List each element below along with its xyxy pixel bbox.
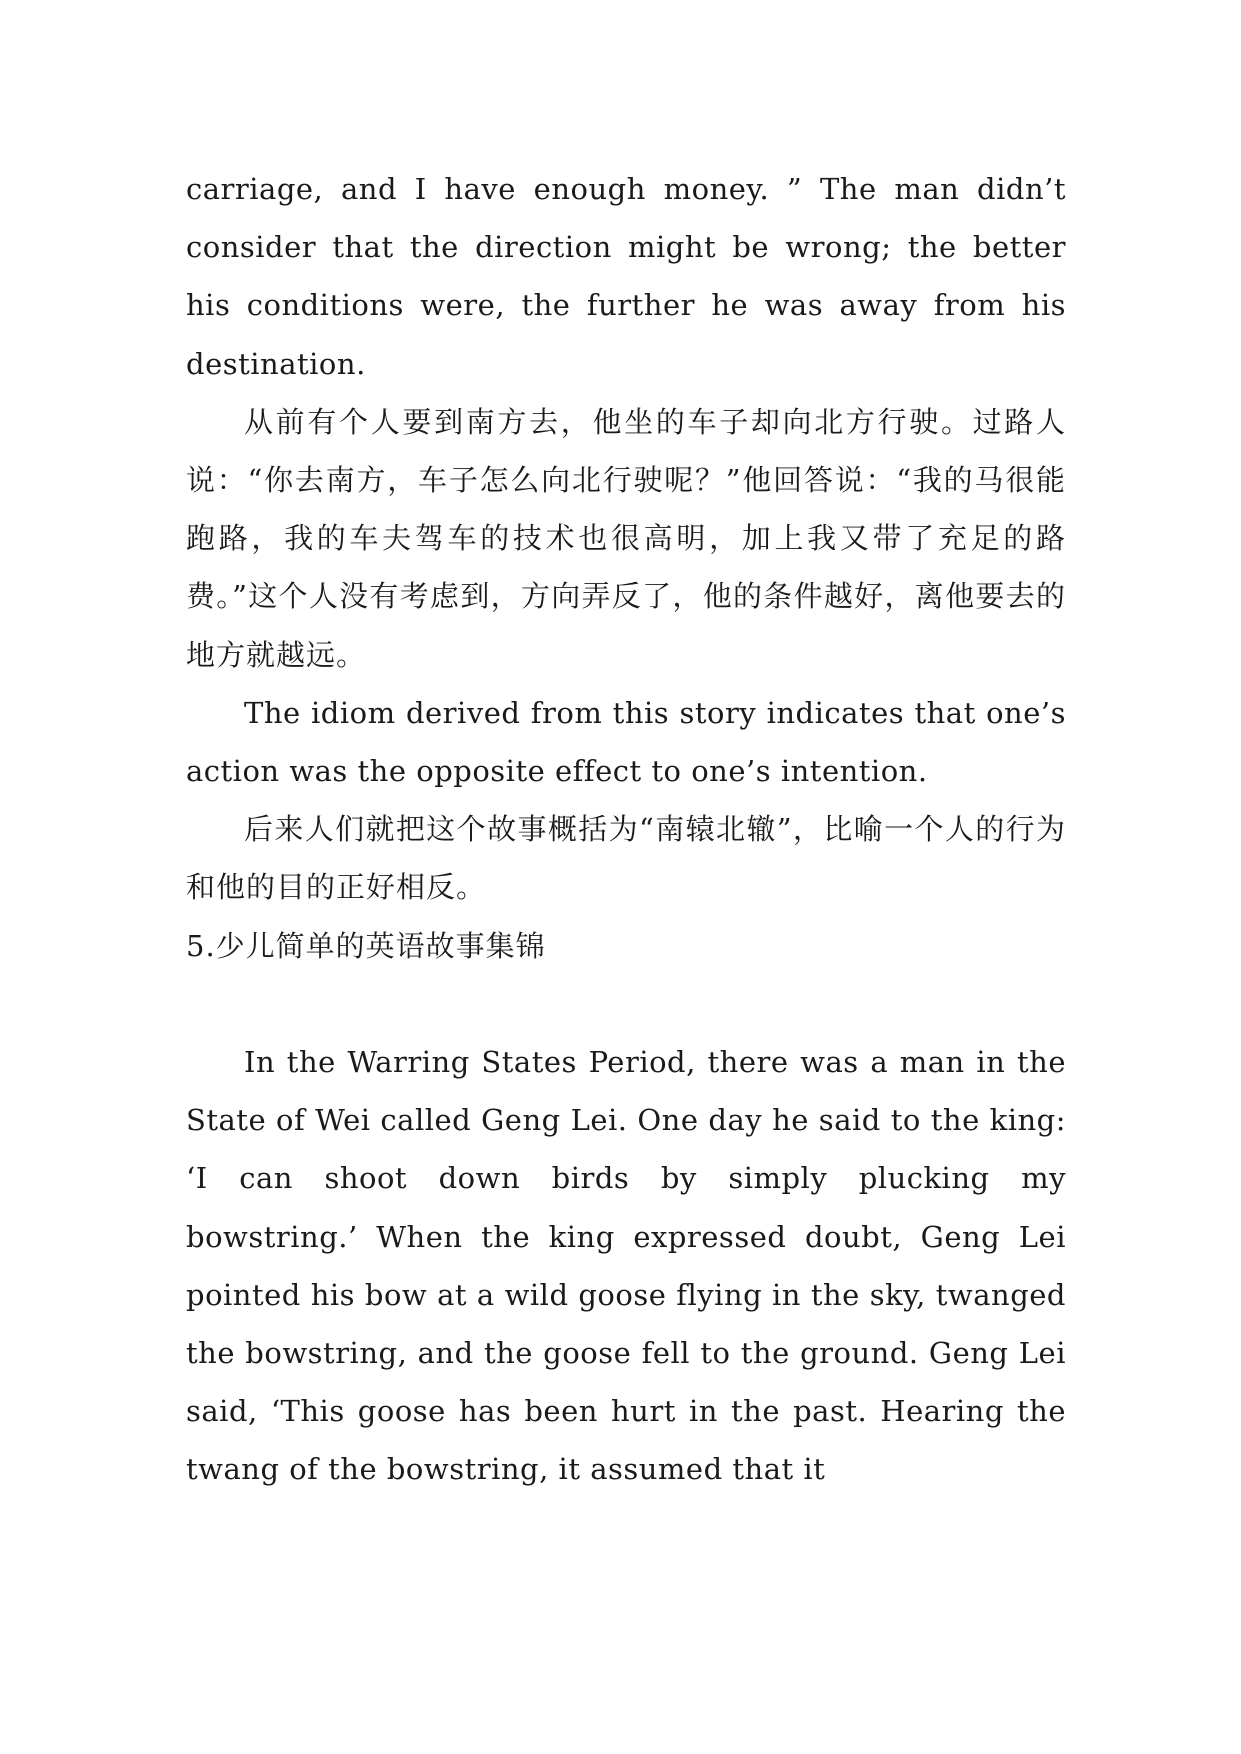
paragraph-story-chinese: 从前有个人要到南方去，他坐的车子却向北方行驶。过路人说：“你去南方，车子怎么向北行驶呢？”他回答说：“我的马很能跑路，我的车夫驾车的技术也很高明，加上我又带了充足的路费。”这个人没有考虑到，方向弄反了，他的条件越好，离他要去的地方就越远。 [186,404,1066,672]
document-body [186,160,1066,1499]
paragraph-idiom-english: The idiom derived from this story indicates that one’s action was the opposite effect to one’s intention. [186,695,1066,789]
paragraph-continuation: carriage, and I have enough money. ” The man didn’t consider that the direction might be wrong; the better his conditions were, the further he was away from his destination. [186,172,1066,381]
paragraph-idiom-chinese: 后来人们就把这个故事概括为“南辕北辙”，比喻一个人的行为和他的目的正好相反。 [186,812,1066,905]
blank-line [186,975,1066,1033]
section-heading: 5.少儿简单的英语故事集锦 [186,928,546,963]
paragraph-geng-lei-story: In the Warring States Period, there was a man in the State of Wei called Geng Lei. One day he said to the king: ‘I can shoot down birds by simply plucking my bowstring.’ When the king expressed doubt, Geng Lei pointed his bow at a wild goose flying in the sky, twanged the bowstring, and the goose fell to the ground. Geng Lei said, ‘This goose has been hurt in the past. Hearing the twang of the bowstring, it assumed that it [186,1045,1066,1487]
